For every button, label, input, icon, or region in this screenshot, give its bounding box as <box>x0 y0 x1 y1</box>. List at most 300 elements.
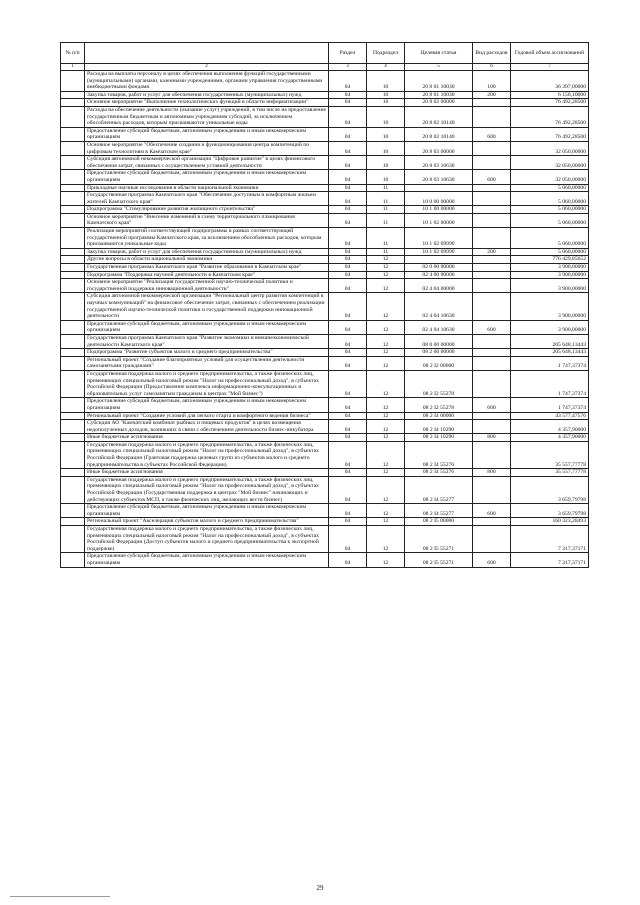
table-row <box>61 526 589 553</box>
row-type-cell: 100 <box>473 71 511 92</box>
table-row <box>61 271 589 279</box>
table-row <box>61 279 589 293</box>
row-amount-cell: 76 492,28500 <box>511 99 589 107</box>
row-subsection-cell: 11 <box>367 228 405 249</box>
row-type-cell: 800 <box>473 469 511 477</box>
row-type-cell: 600 <box>473 398 511 412</box>
row-amount-cell: 7 317,37171 <box>511 553 589 567</box>
row-num-cell <box>61 184 85 192</box>
row-target-cell: 02 0 00 00000 <box>405 264 473 272</box>
row-num-cell <box>61 334 85 348</box>
row-name-cell: Прикладные научные исследования в области национальной экономики <box>85 184 329 192</box>
row-subsection-cell: 10 <box>367 170 405 184</box>
row-subsection-cell: 12 <box>367 434 405 442</box>
row-num-cell <box>61 279 85 293</box>
row-num-cell <box>61 99 85 107</box>
table-row <box>61 206 589 214</box>
row-amount-cell: 35 557,77778 <box>511 441 589 468</box>
table-row <box>61 99 589 107</box>
row-name-cell: Закупка товаров, работ и услуг для обеспечения государственных (муниципальных) нужд <box>85 91 329 99</box>
row-amount-cell: 5 060,00000 <box>511 206 589 214</box>
row-subsection-cell: 12 <box>367 334 405 348</box>
row-amount-cell: 1 747,37374 <box>511 398 589 412</box>
row-target-cell: 02 4 04 10630 <box>405 293 473 320</box>
row-name-cell: Государственная поддержка малого и среднего предпринимательства, а также физических лиц, применяющих специальный налоговый режим "Налог на профессиональный доход", в субъектах Российской Федерации (Доступ субъектов малого и среднего предпринимательства к экспортной поддержке) <box>85 526 329 553</box>
row-target-cell: 02 4 04 00000 <box>405 279 473 293</box>
row-target-cell: 08 2 I4 10290 <box>405 434 473 442</box>
row-amount-cell: 3 659,79798 <box>511 504 589 518</box>
row-target-cell: 02 4 00 00000 <box>405 271 473 279</box>
row-amount-cell: 36 397,00000 <box>511 71 589 92</box>
row-name-cell: Региональный проект "Акселерация субъектов малого и среднего предпринимательства" <box>85 518 329 526</box>
row-num-cell <box>61 441 85 468</box>
row-type-cell <box>473 412 511 420</box>
row-amount-cell: 32 050,00000 <box>511 156 589 170</box>
row-section-cell: 04 <box>329 99 367 107</box>
row-section-cell: 04 <box>329 228 367 249</box>
row-section-cell: 04 <box>329 279 367 293</box>
row-amount-cell: 3 900,00000 <box>511 264 589 272</box>
col-number: 1 <box>61 64 85 71</box>
row-target-cell: 08 2 I5 00000 <box>405 518 473 526</box>
row-type-cell <box>473 213 511 227</box>
row-amount-cell: 160 323,28493 <box>511 518 589 526</box>
row-target-cell <box>405 184 473 192</box>
row-name-cell: Подпрограмма "Стимулирование развития жилищного строительства" <box>85 206 329 214</box>
table-row <box>61 334 589 348</box>
row-section-cell: 04 <box>329 412 367 420</box>
header-expense-type: Вид расходов <box>473 43 511 64</box>
row-target-cell: 20 8 03 00000 <box>405 141 473 155</box>
col-number: 2 <box>85 64 329 71</box>
row-section-cell: 04 <box>329 141 367 155</box>
row-type-cell <box>473 518 511 526</box>
row-amount-cell: 5 060,00000 <box>511 184 589 192</box>
table-row <box>61 248 589 256</box>
row-name-cell: Государственная программа Камчатского края "Обеспечение доступным и комфортным жильем жителей Камчатского края" <box>85 192 329 206</box>
row-num-cell <box>61 469 85 477</box>
row-type-cell <box>473 476 511 503</box>
row-type-cell: 600 <box>473 320 511 334</box>
row-section-cell: 04 <box>329 248 367 256</box>
header-name <box>85 43 329 64</box>
row-name-cell: Расходы на выплаты персоналу в целях обеспечения выполнения функций государственными (муниципальными) органами, казенными учреждениями, органами управления государственными внебюджетными фондами <box>85 71 329 92</box>
row-amount-cell: 6 156,10000 <box>511 91 589 99</box>
table-row <box>61 469 589 477</box>
row-section-cell: 04 <box>329 170 367 184</box>
row-num-cell <box>61 476 85 503</box>
row-amount-cell: 5 060,00000 <box>511 228 589 249</box>
col-number: 5 <box>405 64 473 71</box>
row-type-cell <box>473 526 511 553</box>
row-section-cell: 04 <box>329 271 367 279</box>
row-subsection-cell: 11 <box>367 192 405 206</box>
row-num-cell <box>61 170 85 184</box>
row-target-cell: 10 1 00 00000 <box>405 206 473 214</box>
row-num-cell <box>61 127 85 141</box>
row-num-cell <box>61 293 85 320</box>
row-amount-cell: 32 050,00000 <box>511 170 589 184</box>
row-name-cell: Предоставление субсидий бюджетным, автономным учреждениям и иным некоммерческим организациям <box>85 398 329 412</box>
table-row <box>61 412 589 420</box>
row-amount-cell: 1 747,37374 <box>511 370 589 397</box>
row-subsection-cell: 12 <box>367 271 405 279</box>
row-type-cell <box>473 206 511 214</box>
row-name-cell: Государственная программа Камчатского края "Развитие образования в Камчатском крае" <box>85 264 329 272</box>
table-row <box>61 106 589 127</box>
row-section-cell: 04 <box>329 441 367 468</box>
row-subsection-cell: 12 <box>367 412 405 420</box>
table-row <box>61 349 589 357</box>
row-target-cell: 08 2 I4 55277 <box>405 476 473 503</box>
table-row <box>61 398 589 412</box>
row-amount-cell: 4 357,90000 <box>511 420 589 434</box>
column-number-row <box>61 64 589 71</box>
row-name-cell: Субсидия автономной некоммерческой организации "Региональный центр развития компетенций в научных коммуникаций" на финансовое обеспечение затрат, связанных с обеспечением реализации государственной научно-технической политики и государственной поддержки инновационной деятельности <box>85 293 329 320</box>
table-row <box>61 553 589 567</box>
row-amount-cell: 4 357,90000 <box>511 434 589 442</box>
row-num-cell <box>61 434 85 442</box>
row-name-cell: Предоставление субсидий бюджетным, автономным учреждениям и иным некоммерческим организациям <box>85 170 329 184</box>
row-name-cell: Субсидия автономной некоммерческой организации "Цифровое развитие" в целях финансового обеспечения затрат, связанных с осуществлением уставной деятельности <box>85 156 329 170</box>
col-number: 4 <box>367 64 405 71</box>
row-amount-cell: 35 557,77778 <box>511 469 589 477</box>
row-section-cell: 04 <box>329 356 367 370</box>
header-section: Раздел <box>329 43 367 64</box>
row-type-cell: 200 <box>473 91 511 99</box>
row-subsection-cell: 12 <box>367 504 405 518</box>
row-type-cell <box>473 293 511 320</box>
row-type-cell <box>473 420 511 434</box>
row-name-cell: Региональный проект "Создание благоприятных условий для осуществления деятельности самозанятыми гражданами" <box>85 356 329 370</box>
row-target-cell: 08 2 I4 55276 <box>405 441 473 468</box>
row-amount-cell: 76 492,28500 <box>511 127 589 141</box>
row-num-cell <box>61 370 85 397</box>
row-section-cell: 04 <box>329 434 367 442</box>
row-name-cell: Предоставление субсидий бюджетным, автономным учреждениям и иным некоммерческим организациям <box>85 320 329 334</box>
row-num-cell <box>61 412 85 420</box>
row-amount-cell: 76 492,28500 <box>511 106 589 127</box>
row-name-cell: Закупка товаров, работ и услуг для обеспечения государственных (муниципальных) нужд <box>85 248 329 256</box>
row-name-cell: Основное мероприятие "Выполнение технологических функций в области информатизации" <box>85 99 329 107</box>
row-target-cell: 20 8 02 10140 <box>405 127 473 141</box>
row-section-cell: 04 <box>329 264 367 272</box>
row-section-cell: 04 <box>329 349 367 357</box>
row-type-cell <box>473 256 511 264</box>
row-name-cell: Государственная программа Камчатского края "Развитие экономики и внешнеэкономической деятельности Камчатского края" <box>85 334 329 348</box>
row-section-cell: 04 <box>329 184 367 192</box>
row-type-cell: 200 <box>473 248 511 256</box>
row-type-cell: 600 <box>473 553 511 567</box>
row-num-cell <box>61 320 85 334</box>
table-row <box>61 320 589 334</box>
page-number: 29 <box>316 884 324 892</box>
row-subsection-cell: 11 <box>367 206 405 214</box>
row-section-cell: 04 <box>329 192 367 206</box>
table-body <box>61 71 589 568</box>
row-subsection-cell: 11 <box>367 184 405 192</box>
row-target-cell: 08 2 00 00000 <box>405 349 473 357</box>
row-target-cell: 20 8 03 10630 <box>405 170 473 184</box>
row-num-cell <box>61 526 85 553</box>
row-num-cell <box>61 518 85 526</box>
row-name-cell: Иные бюджетные ассигнования <box>85 469 329 477</box>
row-name-cell: Расходы на обеспечение деятельности (оказание услуг) учреждений, в том числе на предоставление государственным бюджетным и автономным учреждениям субсидий, за исключением обособленных расходов, которым присваиваются уникальные коды <box>85 106 329 127</box>
row-amount-cell: 205 648,13443 <box>511 334 589 348</box>
row-target-cell <box>405 256 473 264</box>
row-type-cell <box>473 334 511 348</box>
row-section-cell: 04 <box>329 469 367 477</box>
row-amount-cell: 205 648,13443 <box>511 349 589 357</box>
row-num-cell <box>61 264 85 272</box>
row-num-cell <box>61 553 85 567</box>
col-number: 6 <box>473 64 511 71</box>
row-section-cell: 04 <box>329 256 367 264</box>
row-name-cell: Реализация мероприятий соответствующей подпрограммы в рамках соответствующей государственной программы Камчатского края, за исключением обособленных расходов, которым присваиваются уникальные коды <box>85 228 329 249</box>
row-amount-cell: 3 659,79798 <box>511 476 589 503</box>
row-section-cell: 04 <box>329 526 367 553</box>
row-target-cell: 10 0 00 00000 <box>405 192 473 206</box>
row-num-cell <box>61 71 85 92</box>
row-num-cell <box>61 228 85 249</box>
row-type-cell: 800 <box>473 434 511 442</box>
table-row <box>61 127 589 141</box>
row-type-cell <box>473 356 511 370</box>
row-name-cell: Подпрограмма "Развитие субъектов малого и среднего предпринимательства" <box>85 349 329 357</box>
row-type-cell: 600 <box>473 170 511 184</box>
row-target-cell: 20 8 01 10030 <box>405 71 473 92</box>
row-num-cell <box>61 398 85 412</box>
table-row <box>61 264 589 272</box>
row-amount-cell: 3 900,00000 <box>511 293 589 320</box>
row-target-cell: 10 1 02 09990 <box>405 248 473 256</box>
row-type-cell <box>473 141 511 155</box>
row-name-cell: Региональный проект "Создание условий для легкого старта и комфортного ведения бизнеса" <box>85 412 329 420</box>
row-type-cell <box>473 106 511 127</box>
row-type-cell <box>473 349 511 357</box>
table-row <box>61 441 589 468</box>
row-name-cell: Государственная поддержка малого и среднего предпринимательства, а также физических лиц, применяющих специальный налоговый режим "Налог на профессиональный доход", в субъектах Российской Федерации (Государственная поддержка в центрах "Мой бизнес" начинающих и действующих субъектов МСП, а также физических лиц, желающих вести бизнес) <box>85 476 329 503</box>
row-num-cell <box>61 141 85 155</box>
row-target-cell: 10 1 02 09990 <box>405 228 473 249</box>
row-section-cell: 04 <box>329 293 367 320</box>
row-subsection-cell: 12 <box>367 320 405 334</box>
row-type-cell <box>473 184 511 192</box>
table-row <box>61 91 589 99</box>
row-target-cell: 20 8 02 10140 <box>405 106 473 127</box>
table-row <box>61 476 589 503</box>
row-subsection-cell: 10 <box>367 141 405 155</box>
row-subsection-cell: 10 <box>367 71 405 92</box>
row-subsection-cell: 10 <box>367 99 405 107</box>
row-target-cell: 08 2 I5 55271 <box>405 553 473 567</box>
row-type-cell <box>473 441 511 468</box>
row-amount-cell: 43 577,47576 <box>511 412 589 420</box>
row-amount-cell: 7 317,37171 <box>511 526 589 553</box>
row-subsection-cell: 11 <box>367 213 405 227</box>
header-target: Целевая статья <box>405 43 473 64</box>
row-subsection-cell: 12 <box>367 441 405 468</box>
row-section-cell: 04 <box>329 476 367 503</box>
table-row <box>61 370 589 397</box>
table-row <box>61 213 589 227</box>
row-section-cell: 04 <box>329 553 367 567</box>
row-subsection-cell: 12 <box>367 370 405 397</box>
table-row <box>61 141 589 155</box>
row-subsection-cell: 12 <box>367 553 405 567</box>
row-target-cell: 08 0 00 00000 <box>405 334 473 348</box>
row-amount-cell: 3 900,00000 <box>511 279 589 293</box>
row-section-cell: 04 <box>329 71 367 92</box>
row-name-cell: Основное мероприятие "Реализация государственной научно-технической политики и государственной поддержки инновационной деятельности" <box>85 279 329 293</box>
row-type-cell <box>473 156 511 170</box>
row-name-cell: Иные бюджетные ассигнования <box>85 434 329 442</box>
table-row <box>61 71 589 92</box>
row-num-cell <box>61 248 85 256</box>
row-target-cell: 02 4 04 10630 <box>405 320 473 334</box>
row-subsection-cell: 12 <box>367 398 405 412</box>
row-subsection-cell: 12 <box>367 356 405 370</box>
row-num-cell <box>61 356 85 370</box>
row-target-cell: 08 2 I4 00000 <box>405 412 473 420</box>
row-type-cell: 600 <box>473 504 511 518</box>
table-row <box>61 356 589 370</box>
row-type-cell <box>473 370 511 397</box>
row-target-cell: 10 1 02 00000 <box>405 213 473 227</box>
row-target-cell: 08 2 I2 55278 <box>405 370 473 397</box>
header-amount: Годовой объем ассигнований <box>511 43 589 64</box>
row-subsection-cell: 12 <box>367 279 405 293</box>
row-target-cell: 08 2 I4 55277 <box>405 504 473 518</box>
row-name-cell: Предоставление субсидий бюджетным, автономным учреждениям и иным некоммерческим организациям <box>85 504 329 518</box>
row-target-cell: 08 2 I4 55276 <box>405 469 473 477</box>
row-target-cell: 20 8 02 00000 <box>405 99 473 107</box>
row-target-cell: 08 2 I4 10290 <box>405 420 473 434</box>
table-header-row <box>61 43 589 64</box>
row-subsection-cell: 10 <box>367 127 405 141</box>
row-type-cell <box>473 192 511 206</box>
row-amount-cell: 3 900,00000 <box>511 320 589 334</box>
row-name-cell: Подпрограмма "Поддержка научной деятельности в Камчатском крае" <box>85 271 329 279</box>
row-type-cell <box>473 279 511 293</box>
table-row <box>61 156 589 170</box>
row-amount-cell: 1 747,37374 <box>511 356 589 370</box>
row-num-cell <box>61 213 85 227</box>
scan-edge-mark <box>10 896 110 897</box>
header-num: № п/п <box>61 43 85 64</box>
row-num-cell <box>61 91 85 99</box>
row-section-cell: 04 <box>329 334 367 348</box>
row-name-cell: Государственная поддержка малого и среднего предпринимательства, а также физических лиц, применяющих специальный налоговый режим "Налог на профессиональный доход", в субъектах Российской Федерации (Грантовая поддержка целевых групп из субъектов малого и среднего предпринимательства в субъектах Российской Федерации) <box>85 441 329 468</box>
row-subsection-cell: 12 <box>367 469 405 477</box>
row-name-cell: Основное мероприятие "Обеспечение создания и функционирования центра компетенций по цифровым технологиям в Камчатском крае" <box>85 141 329 155</box>
row-subsection-cell: 12 <box>367 526 405 553</box>
row-name-cell: Субсидия АО "Камчатский комбинат рыбных и пищевых продуктов" в целях возмещения недополученных доходов, возникших в связи с обеспечением деятельности бизнес-инкубатора <box>85 420 329 434</box>
row-target-cell: 08 2 I2 00000 <box>405 356 473 370</box>
row-num-cell <box>61 192 85 206</box>
row-section-cell: 04 <box>329 156 367 170</box>
row-amount-cell: 776 429,85652 <box>511 256 589 264</box>
row-section-cell: 04 <box>329 370 367 397</box>
row-subsection-cell: 10 <box>367 91 405 99</box>
table-row <box>61 256 589 264</box>
row-subsection-cell: 10 <box>367 156 405 170</box>
col-number: 7 <box>511 64 589 71</box>
row-amount-cell: 5 060,00000 <box>511 213 589 227</box>
row-name-cell: Основное мероприятие "Внесение изменений в схему территориального планирования Камчатского края" <box>85 213 329 227</box>
row-section-cell: 04 <box>329 504 367 518</box>
table-row <box>61 170 589 184</box>
row-name-cell: Другие вопросы в области национальной экономики <box>85 256 329 264</box>
row-amount-cell: 5 060,00000 <box>511 248 589 256</box>
row-subsection-cell: 12 <box>367 518 405 526</box>
row-section-cell: 04 <box>329 518 367 526</box>
row-section-cell: 04 <box>329 420 367 434</box>
row-num-cell <box>61 420 85 434</box>
row-num-cell <box>61 256 85 264</box>
row-num-cell <box>61 504 85 518</box>
table-row <box>61 293 589 320</box>
row-subsection-cell: 12 <box>367 349 405 357</box>
row-subsection-cell: 12 <box>367 476 405 503</box>
table-row <box>61 518 589 526</box>
col-number: 3 <box>329 64 367 71</box>
row-num-cell <box>61 349 85 357</box>
row-target-cell: 08 2 I2 55278 <box>405 398 473 412</box>
row-subsection-cell: 11 <box>367 248 405 256</box>
row-subsection-cell: 12 <box>367 293 405 320</box>
row-num-cell <box>61 271 85 279</box>
row-amount-cell: 3 900,00000 <box>511 271 589 279</box>
row-num-cell <box>61 156 85 170</box>
row-subsection-cell: 12 <box>367 264 405 272</box>
row-section-cell: 04 <box>329 206 367 214</box>
row-subsection-cell: 12 <box>367 256 405 264</box>
row-name-cell: Предоставление субсидий бюджетным, автономным учреждениям и иным некоммерческим организациям <box>85 127 329 141</box>
row-section-cell: 04 <box>329 398 367 412</box>
row-section-cell: 04 <box>329 127 367 141</box>
table-row <box>61 504 589 518</box>
row-subsection-cell: 12 <box>367 420 405 434</box>
row-name-cell: Государственная поддержка малого и среднего предпринимательства, а также физических лиц, применяющих специальный налоговый режим "Налог на профессиональный доход", в субъектах Российской Федерации (Предоставление комплекса информационно-консультационных и образовательных услуг самозанятым гражданам в центрах "Мой бизнес") <box>85 370 329 397</box>
table-row <box>61 184 589 192</box>
header-subsection: Подраздел <box>367 43 405 64</box>
table-row <box>61 420 589 434</box>
row-section-cell: 04 <box>329 213 367 227</box>
row-type-cell <box>473 99 511 107</box>
row-section-cell: 04 <box>329 91 367 99</box>
row-target-cell: 20 8 03 10630 <box>405 156 473 170</box>
row-amount-cell: 5 060,00000 <box>511 192 589 206</box>
row-section-cell: 04 <box>329 106 367 127</box>
row-type-cell <box>473 271 511 279</box>
row-type-cell <box>473 228 511 249</box>
row-type-cell <box>473 264 511 272</box>
table-row <box>61 434 589 442</box>
row-target-cell: 20 8 01 10030 <box>405 91 473 99</box>
table-row <box>61 228 589 249</box>
row-type-cell: 600 <box>473 127 511 141</box>
table-row <box>61 192 589 206</box>
row-num-cell <box>61 206 85 214</box>
row-target-cell: 08 2 I5 55271 <box>405 526 473 553</box>
row-amount-cell: 32 050,00000 <box>511 141 589 155</box>
row-section-cell: 04 <box>329 320 367 334</box>
row-subsection-cell: 10 <box>367 106 405 127</box>
row-name-cell: Предоставление субсидий бюджетным, автономным учреждениям и иным некоммерческим организациям <box>85 553 329 567</box>
row-num-cell <box>61 106 85 127</box>
budget-table <box>60 42 589 568</box>
